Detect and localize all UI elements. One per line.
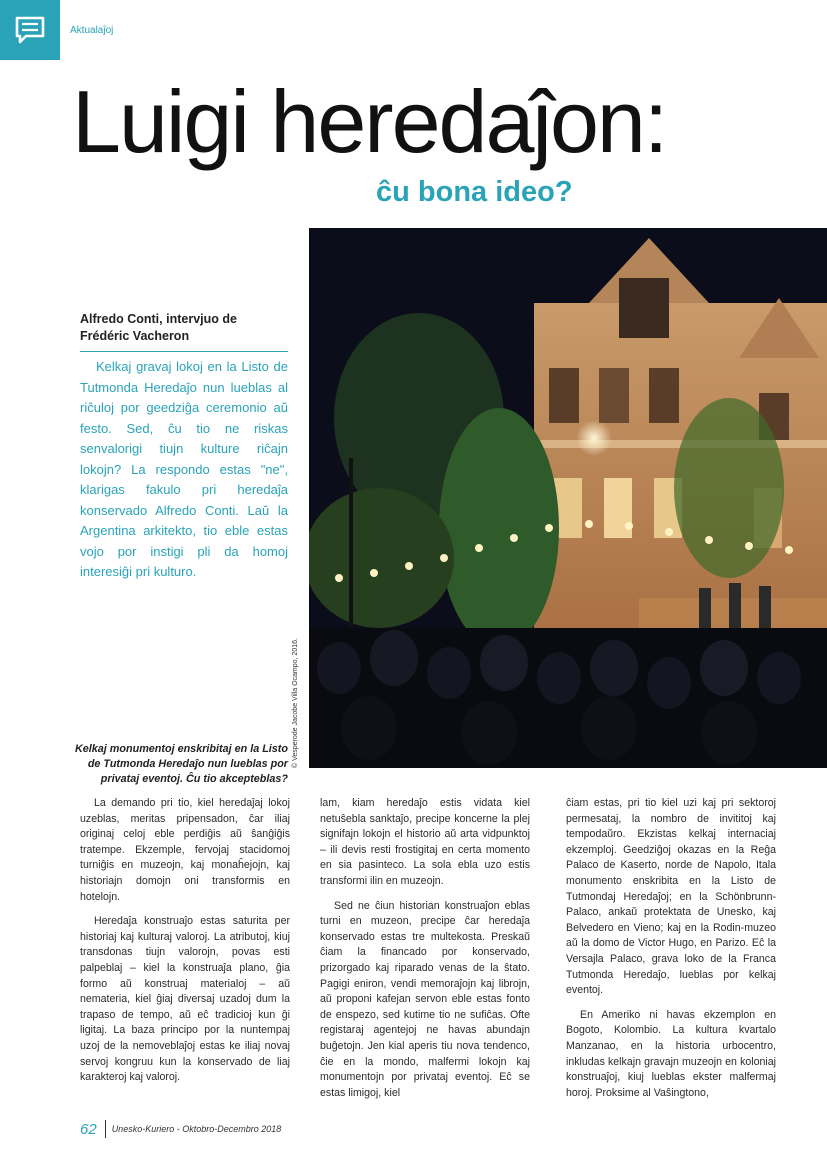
page-number: 62: [80, 1120, 97, 1138]
photo-caption: Kelkaj monumentoj enskribitaj en la Listo de Tutmonda Heredaĵo nun lueblas por privataj eventoj. Ĉu tio akcepteblas?: [75, 743, 288, 785]
journal-name: Unesko-Kuriero - Oktobro-Decembro 2018: [111, 1124, 282, 1134]
concert-illustration: [309, 228, 827, 768]
section-icon-box: [0, 0, 60, 60]
body-paragraph: Heredaĵa konstruaĵo estas saturita per historiaj kaj kulturaj valoroj. La atributoj, kiuj transdonas tiujn valorojn, povas esti palpeblaj – kiel la konstruaĵa plano, ĝia formo aŭ konstruaj materialoj – aŭ nemateria, kiel ĝiaj diversaj uzadoj dum la trapaso de tempo, aŭ eĉ tradicioj kun ĝi ligitaj. La baza principo por la nuntempaj uzoj de la nemoveblaĵoj estas ke iliaj novaj servoj kongruu kun la konservado de liaj karakteroj kaj valoroj.: [80, 915, 290, 1084]
section-label: Aktualaĵoj: [70, 25, 114, 36]
body-column-3: [566, 796, 776, 1110]
body-paragraph: Sed ne ĉiun historian konstruaĵon eblas turni en muzeon, precipe ĉar heredaĵa konservado estas tre multekosta. Preskaŭ ĉiam la financado por konservado, prizorgado kaj riparado venas de la ŝtato. Pagigi eniron, vendi memoraĵojn kaj librojn, aŭ proponi kafejan servon eble estas fonto de enspezo, sed kutime tio ne sufiĉas. Ofte registaraj agentejoj ne havas abundajn buĝetojn. Jen kial aperis tiu nova tendenco, ĉie en la mondo, malfermi lokojn kaj monumentojn por privataj eventoj. Eĉ se estas limigoj, kiel: [320, 899, 530, 1099]
body-paragraph: ĉiam estas, pri tio kiel uzi kaj pri sektoroj permesataj, la nombro de invititoj kaj tempodaŭro. Ekzistas kelkaj internaciaj ekzemploj. Geedziĝoj okazas en la Reĝa Palaco de Kaserto, norde de Napolo, Itala monumento enskribita en la Listo de Tutmondaj Heredaĵoj; en la Schönbrunn-Palaco, ankaŭ protektata de Unesko, kaj Belvedero en Vieno; kaj en la Rodin-muzeo aŭ la domo de Victor Hugo, en Parizo. Eĉ la Versajla Palaco, grava loko de la Franca Tutmonda Heredaĵo, lueblas por kelkaj eventoj.: [566, 797, 776, 997]
photo-credit: © Vesperode Jacobe Villa Ocampo, 2016.: [292, 638, 299, 768]
article-subtitle: ĉu bona ideo?: [376, 176, 573, 208]
speech-bubble-icon: [14, 15, 46, 45]
page-footer: [80, 1120, 281, 1138]
footer-divider: [105, 1120, 106, 1138]
article-title: Luigi heredaĵon:: [72, 72, 667, 171]
body-column-2: [320, 796, 530, 1110]
body-paragraph: En Ameriko ni havas ekzemplon en Bogoto, Kolombio. La kultura kvartalo Manzanao, en la historia urbocentro, inkludas kelkajn gravajn muzeojn en koloniaj konstruaĵoj, kiuj lueblas ekster malfermaj horoj. Proksime al Vaŝingtono,: [566, 1008, 776, 1099]
byline: Alfredo Conti, intervjuo de Frédéric Vacheron: [80, 311, 288, 352]
lead-paragraph: Kelkaj gravaj lokoj en la Listo de Tutmonda Heredaĵo nun lueblas al riĉuloj por geedziĝa ceremonio aŭ festo. Sed, ĉu tio ne riskas senvalorigi tiujn kulture riĉajn lokojn? La respondo estas "ne", klarigas fakulo pri heredaĵa konservado Alfredo Conti. Laŭ la Argentina arkitekto, tio eble estas vojo por instigi pli da homoj interesiĝi pri kulturo.: [80, 359, 288, 579]
body-column-1: [80, 796, 290, 1095]
body-paragraph: lam, kiam heredaĵo estis vidata kiel netuŝebla sanktaĵo, precipe koncerne la plej signifajn lokojn el historio aŭ arta vidpunktoj – ili devis resti frostigitaj en certa momento en sia pasinteco. La sola ebla uzo estis transformi ilin en muzeojn.: [320, 797, 530, 887]
body-paragraph: La demando pri tio, kiel heredaĵaj lokoj uzeblas, meritas pripensadon, ĉar iliaj originaj celoj eble perdiĝis aŭ ŝanĝiĝis tratempe. Ekzemple, fervojaj stacidomoj turniĝis en muzeojn, kaj monaĥejojn, kaj historiajn domojn oni transformis en hotelojn.: [80, 797, 290, 903]
concert-photo: [309, 228, 827, 768]
